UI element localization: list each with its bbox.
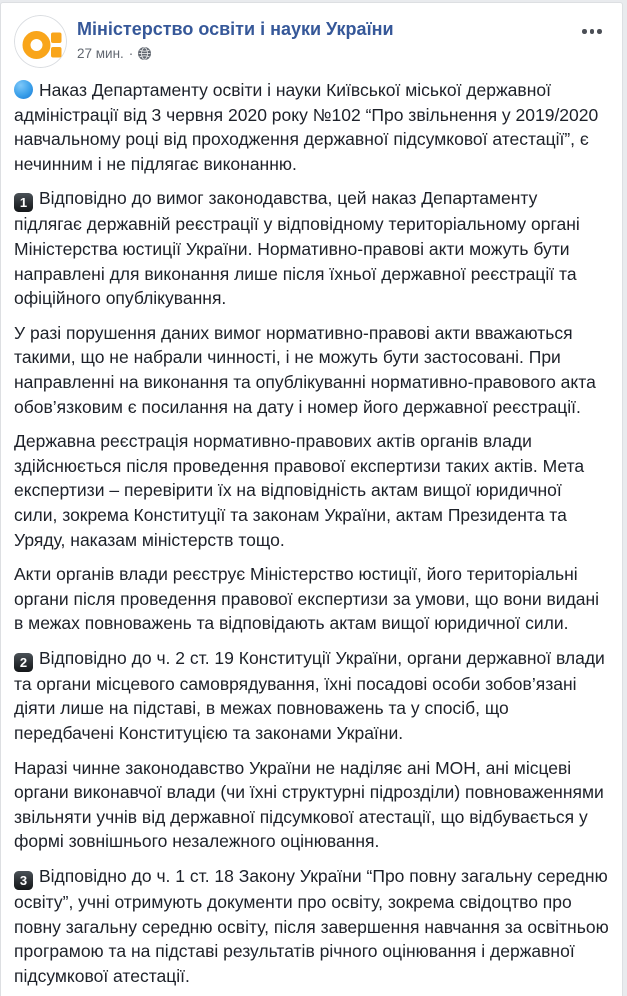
ellipsis-dot xyxy=(590,29,595,34)
header-text xyxy=(77,15,394,61)
paragraph-text: Відповідно до ч. 2 ст. 19 Конституції України, органи державної влади та органи місцевого самоврядування, їхні посадові особи зобов’язані діяти лише на підставі, в межах повноважень та у спосіб, що передбачені Конституцією та законами України. xyxy=(14,647,605,744)
post-paragraph xyxy=(14,78,609,176)
post-body xyxy=(1,76,622,996)
timestamp-link[interactable]: 27 мин. xyxy=(77,45,124,61)
post-options-button[interactable] xyxy=(578,25,606,38)
post-paragraph xyxy=(14,756,609,854)
paragraph-text: Акти органів влади реєструє Міністерство юстиції, його територіальні органи після проведення правової експертизи за умови, що вони видані в межах повноважень та відповідають актам вищої юридичної сили. xyxy=(14,564,600,634)
paragraph-text: Відповідно до ч. 1 ст. 18 Закону України “Про повну загальну середню освіту”, учні отримують документи про освіту, зокрема свідоцтво про повну загальну середню освіту, після завершення навчання за освітньою програмою та на підставі результатів річного оцінювання і державної підсумкової атестації. xyxy=(14,866,609,986)
paragraph-text: Державна реєстрація нормативно-правових актів органів влади здійснюється після проведення правової експертизи таких актів. Мета експертизи – перевірити їх на відповідність актам вищої юридичної сили, зокрема Конституції та законам України, актам Президента та Уряду, наказам міністерств тощо. xyxy=(14,431,585,550)
post-paragraph xyxy=(14,646,609,746)
paragraph-text: Наказ Департаменту освіти і науки Київської міської державної адміністрації від 3 червня 2020 року №102 “Про звільнення у 2019/2020 навчальному році від проходження державної підсумкової атестації”, є нечинним і не підлягає виконанню. xyxy=(14,80,599,174)
post-header xyxy=(1,3,622,76)
avatar[interactable] xyxy=(14,15,67,68)
globe-privacy-icon xyxy=(138,47,151,60)
facebook-post-card xyxy=(0,2,623,996)
keycap-2-emoji: 2 xyxy=(14,653,33,672)
post-paragraph xyxy=(14,562,609,636)
paragraph-text: Відповідно до вимог законодавства, цей наказ Департаменту підлягає державній реєстрації у відповідному територіальному органі Міністерства юстиції України. Нормативно-правові акти можуть бути направлені для виконання лише після їхньої державної реєстрації та офіційного опублікування. xyxy=(14,188,580,309)
paragraph-text: У разі порушення даних вимог нормативно-правові акти вважаються такими, що не набрали чинності, і не можуть бути застосовані. При направленні на виконання та опублікуванні нормативно-правового акта обов’язковим є посилання на дату і номер його державної реєстрації. xyxy=(14,322,596,417)
post-meta xyxy=(77,46,394,61)
blue-circle-emoji xyxy=(14,80,33,99)
keycap-1-emoji: 1 xyxy=(14,193,33,212)
ellipsis-dot xyxy=(597,29,602,34)
post-paragraph xyxy=(14,321,609,419)
ellipsis-dot xyxy=(582,29,587,34)
post-paragraph xyxy=(14,186,609,310)
page-name-link[interactable]: Міністерство освіти і науки України xyxy=(77,19,394,39)
keycap-3-emoji: 3 xyxy=(14,871,33,890)
post-paragraph xyxy=(14,429,609,552)
meta-separator: · xyxy=(128,45,134,61)
post-paragraph xyxy=(14,864,609,988)
paragraph-text: Наразі чинне законодавство України не наділяє ані МОН, ані місцеві органи виконавчої влади (чи їхні структурні підрозділи) повноваженнями звільняти учнів від державної підсумкової атестації, що відбувається у формі зовнішнього незалежного оцінювання. xyxy=(14,757,604,852)
